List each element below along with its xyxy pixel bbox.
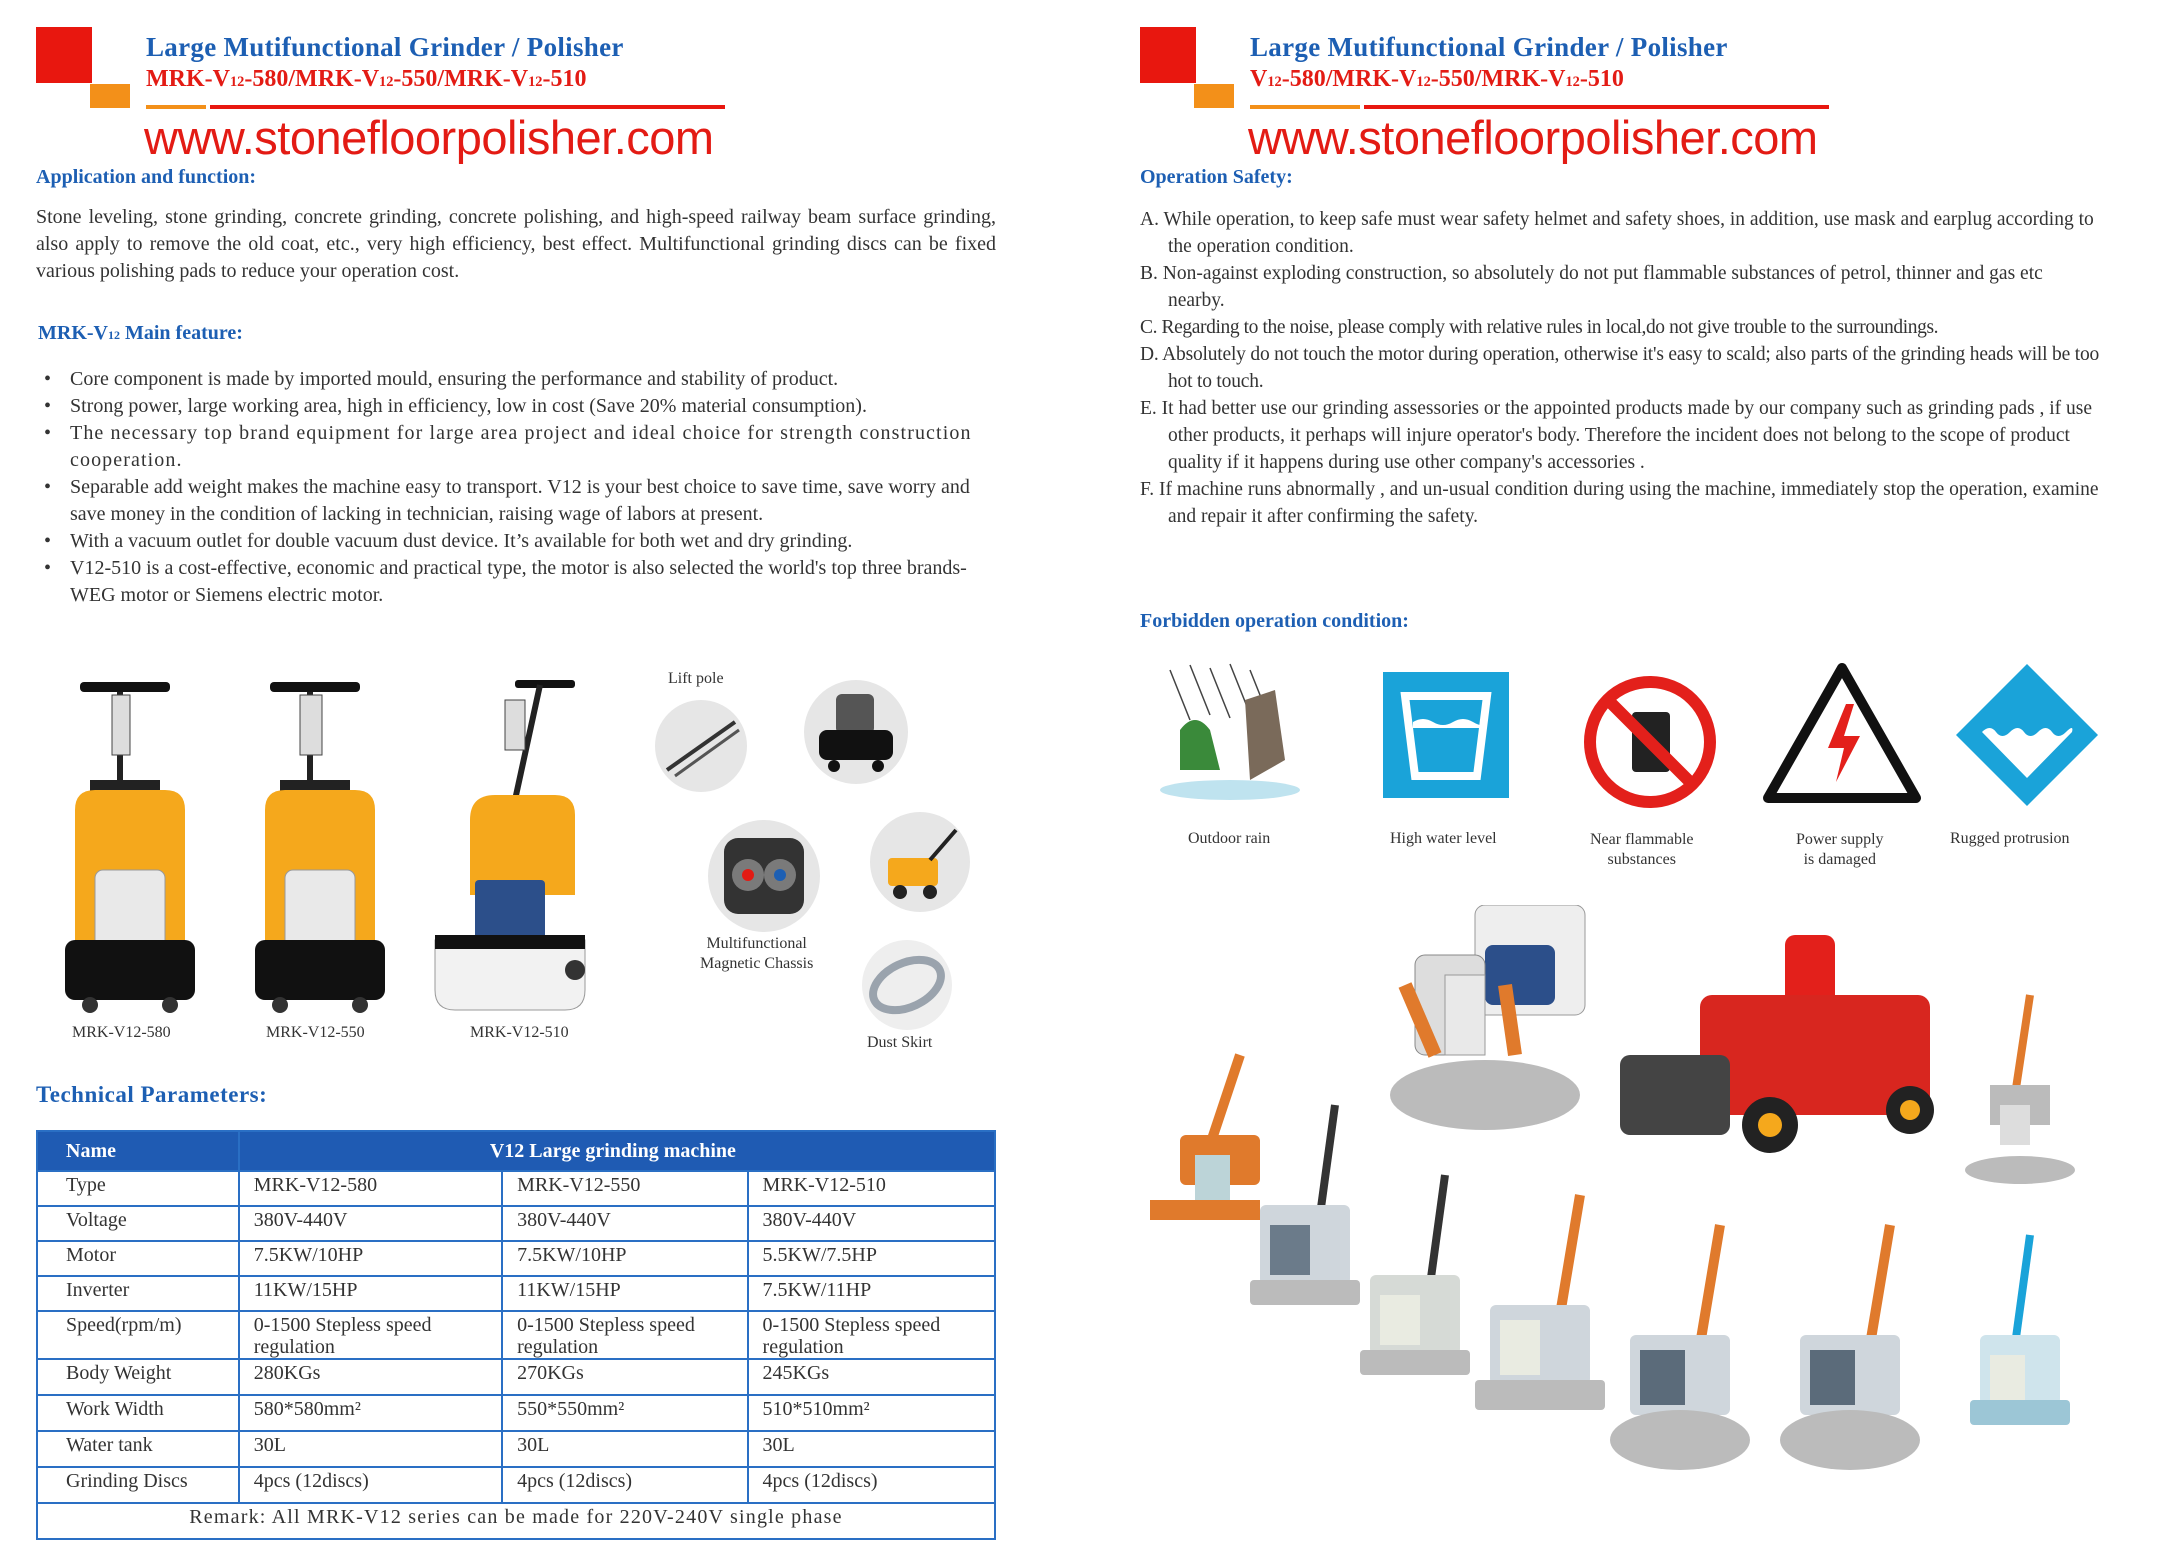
- cell: 380V-440V: [502, 1206, 747, 1241]
- machine-collage-image: [1140, 905, 2120, 1525]
- safety-item: F. If machine runs abnormally , and un-usual condition during using the machine, immediately stop the operation, examine and repair it after confirming the safety.: [1140, 479, 2099, 527]
- table-row: [37, 1206, 995, 1241]
- cell: 0-1500 Stepless speed regulation: [502, 1311, 747, 1359]
- safety-item: C. Regarding to the noise, please comply with relative rules in local,do not give trouble to the surroundings.: [1140, 317, 1939, 338]
- row-label: Water tank: [37, 1431, 239, 1467]
- grey-machine-image: [1475, 1195, 1605, 1410]
- technical-parameters-table: [36, 1130, 996, 1540]
- machine-580-image: [65, 682, 195, 1013]
- no-flammable-icon: [1580, 672, 1720, 812]
- small-machine-accessory-image: [870, 812, 970, 912]
- grey-machine-image: [1780, 1225, 1920, 1470]
- row-label: Work Width: [37, 1395, 239, 1431]
- red-ride-on-machine-image: [1620, 935, 1934, 1153]
- left-header-models: MRK-V12-580/MRK-V12-550/MRK-V12-510: [146, 66, 587, 92]
- row-label: Body Weight: [37, 1359, 239, 1395]
- cell: 4pcs (12discs): [748, 1467, 995, 1503]
- machine-550-image: [255, 682, 385, 1013]
- electric-hazard-icon: [1762, 660, 1922, 805]
- table-row: [37, 1171, 995, 1206]
- cell: 550*550mm²: [502, 1395, 747, 1431]
- cell: MRK-V12-550: [502, 1171, 747, 1206]
- rain-icon: [1150, 660, 1330, 810]
- cell: 580*580mm²: [239, 1395, 502, 1431]
- header-red-rule: [1364, 105, 1829, 109]
- technical-heading: Technical Parameters:: [36, 1082, 268, 1107]
- safety-item: A. While operation, to keep safe must wear safety helmet and safety shoes, in addition, use mask and earplug according to the operation condition.: [1140, 209, 2094, 257]
- table-header-name: Name: [37, 1131, 239, 1171]
- logo-red-square: [1140, 27, 1196, 83]
- table-row: [37, 1431, 995, 1467]
- cell: 4pcs (12discs): [239, 1467, 502, 1503]
- table-row: [37, 1311, 995, 1359]
- left-header-title: Large Mutifunctional Grinder / Polisher: [146, 32, 624, 62]
- caption-580: MRK-V12-580: [72, 1024, 171, 1041]
- table-row: [37, 1241, 995, 1276]
- safety-item: B. Non-against exploding construction, so absolutely do not put flammable substances of petrol, thinner and gas etc nearby.: [1140, 263, 2043, 311]
- water-level-icon: [1383, 672, 1509, 798]
- table-header-title: V12 Large grinding machine: [239, 1131, 995, 1171]
- application-heading: Application and function:: [36, 166, 257, 188]
- header-orange-rule: [1250, 105, 1360, 109]
- feature-item: • Strong power, large working area, high in efficiency, low in cost (Save 20% material consumption).: [36, 393, 1000, 420]
- row-label: Inverter: [37, 1276, 239, 1311]
- caption-510: MRK-V12-510: [470, 1024, 569, 1041]
- cell: 0-1500 Stepless speed regulation: [239, 1311, 502, 1359]
- cell: 7.5KW/10HP: [239, 1241, 502, 1276]
- label-power-supply-damaged: Power supply is damaged: [1796, 831, 1884, 868]
- cell: 11KW/15HP: [239, 1276, 502, 1311]
- logo-orange-square: [90, 84, 130, 108]
- left-website-url[interactable]: www.stonefloorpolisher.com: [144, 111, 714, 164]
- feature-item: • The necessary top brand equipment for large area project and ideal choice for strength construction cooperation.: [36, 420, 1000, 474]
- grey-machine-image: [1360, 1175, 1470, 1375]
- cell: 270KGs: [502, 1359, 747, 1395]
- cell: 11KW/15HP: [502, 1276, 747, 1311]
- table-row: [37, 1467, 995, 1503]
- feature-item: • Separable add weight makes the machine easy to transport. V12 is your best choice to save time, save worry and save money in the condition of lacking in technician, raising wage of labors at present.: [36, 474, 1000, 528]
- blue-machine-image: [1970, 1235, 2070, 1425]
- cell: MRK-V12-510: [748, 1171, 995, 1206]
- right-small-machine-image: [1965, 995, 2075, 1184]
- cell: 280KGs: [239, 1359, 502, 1395]
- table-row: [37, 1395, 995, 1431]
- label-rugged-protrusion: Rugged protrusion: [1950, 830, 2070, 847]
- cell: 30L: [748, 1431, 995, 1467]
- motor-accessory-image: [804, 680, 908, 784]
- header-red-rule: [210, 105, 725, 109]
- safety-list: [1140, 206, 2100, 530]
- caption-dust-skirt: Dust Skirt: [867, 1034, 933, 1051]
- label-high-water-level: High water level: [1390, 830, 1497, 847]
- cell: 380V-440V: [239, 1206, 502, 1241]
- logo-orange-square: [1194, 84, 1234, 108]
- safety-heading: Operation Safety:: [1140, 166, 1293, 188]
- row-label: Speed(rpm/m): [37, 1311, 239, 1359]
- header-orange-rule: [146, 105, 206, 109]
- right-website-url[interactable]: www.stonefloorpolisher.com: [1248, 111, 1818, 164]
- rugged-icon: [1952, 660, 2102, 810]
- caption-lift-pole: Lift pole: [668, 670, 724, 687]
- feature-item: • Core component is made by imported mould, ensuring the performance and stability of product.: [36, 366, 1000, 393]
- row-label: Voltage: [37, 1206, 239, 1241]
- cell: 245KGs: [748, 1359, 995, 1395]
- label-near-flammable: Near flammable substances: [1590, 831, 1694, 868]
- orange-machine-image: [1150, 1055, 1260, 1220]
- caption-magnetic-chassis: Multifunctional Magnetic Chassis: [700, 935, 814, 972]
- right-header-models: V12-580/MRK-V12-550/MRK-V12-510: [1250, 66, 1624, 92]
- safety-item: D. Absolutely do not touch the motor during operation, otherwise it's easy to scald; also parts of the grinding heads will be too hot to touch.: [1140, 344, 2100, 392]
- features-heading: MRK-V12 Main feature:: [38, 322, 243, 344]
- logo-red-square: [36, 27, 92, 83]
- safety-item: E. It had better use our grinding assessories or the appointed products made by our company such as grinding pads , if use other products, it perhaps will injure operator's body. Therefore the incident does not belong to the scope of product quality if it happens during use other company's accessories .: [1140, 398, 2093, 473]
- cell: 30L: [239, 1431, 502, 1467]
- cell: 30L: [502, 1431, 747, 1467]
- row-label: Motor: [37, 1241, 239, 1276]
- table-header-row: [37, 1131, 995, 1171]
- table-row: [37, 1276, 995, 1311]
- machine-510-image: [435, 680, 585, 1010]
- features-list: [36, 366, 1000, 609]
- table-row: [37, 1359, 995, 1395]
- caption-550: MRK-V12-550: [266, 1024, 365, 1041]
- application-text: Stone leveling, stone grinding, concrete grinding, concrete polishing, and high-speed railway beam surface grinding, also apply to remove the old coat, etc., very high efficiency, best effect. Multifunctional grinding discs can be fixed various polishing pads to reduce your operation cost.: [36, 206, 996, 282]
- grey-machine-image: [1610, 1225, 1750, 1470]
- feature-item: • With a vacuum outlet for double vacuum dust device. It’s available for both wet and dry grinding.: [36, 528, 1000, 555]
- dust-skirt-image: [862, 940, 952, 1030]
- cell: 4pcs (12discs): [502, 1467, 747, 1503]
- lift-pole-image: [655, 700, 747, 792]
- row-label: Type: [37, 1171, 239, 1206]
- feature-item: • V12-510 is a cost-effective, economic and practical type, the motor is also selected the world's top three brands-WEG motor or Siemens electric motor.: [36, 555, 1000, 609]
- table-remark-row: [37, 1503, 995, 1539]
- ride-on-grinder-image: [1390, 905, 1585, 1130]
- row-label: Grinding Discs: [37, 1467, 239, 1503]
- right-header-title: Large Mutifunctional Grinder / Polisher: [1250, 32, 1728, 62]
- cell: MRK-V12-580: [239, 1171, 502, 1206]
- product-photos-yellow-machines: [50, 670, 610, 1020]
- cell: 7.5KW/11HP: [748, 1276, 995, 1311]
- label-outdoor-rain: Outdoor rain: [1188, 830, 1271, 847]
- cell: 7.5KW/10HP: [502, 1241, 747, 1276]
- cell: 5.5KW/7.5HP: [748, 1241, 995, 1276]
- table-remark: Remark: All MRK-V12 series can be made for 220V-240V single phase: [37, 1503, 995, 1539]
- grey-machine-image: [1250, 1105, 1360, 1305]
- forbidden-heading: Forbidden operation condition:: [1140, 610, 1409, 632]
- cell: 380V-440V: [748, 1206, 995, 1241]
- magnetic-chassis-image: [708, 820, 820, 932]
- cell: 0-1500 Stepless speed regulation: [748, 1311, 995, 1359]
- cell: 510*510mm²: [748, 1395, 995, 1431]
